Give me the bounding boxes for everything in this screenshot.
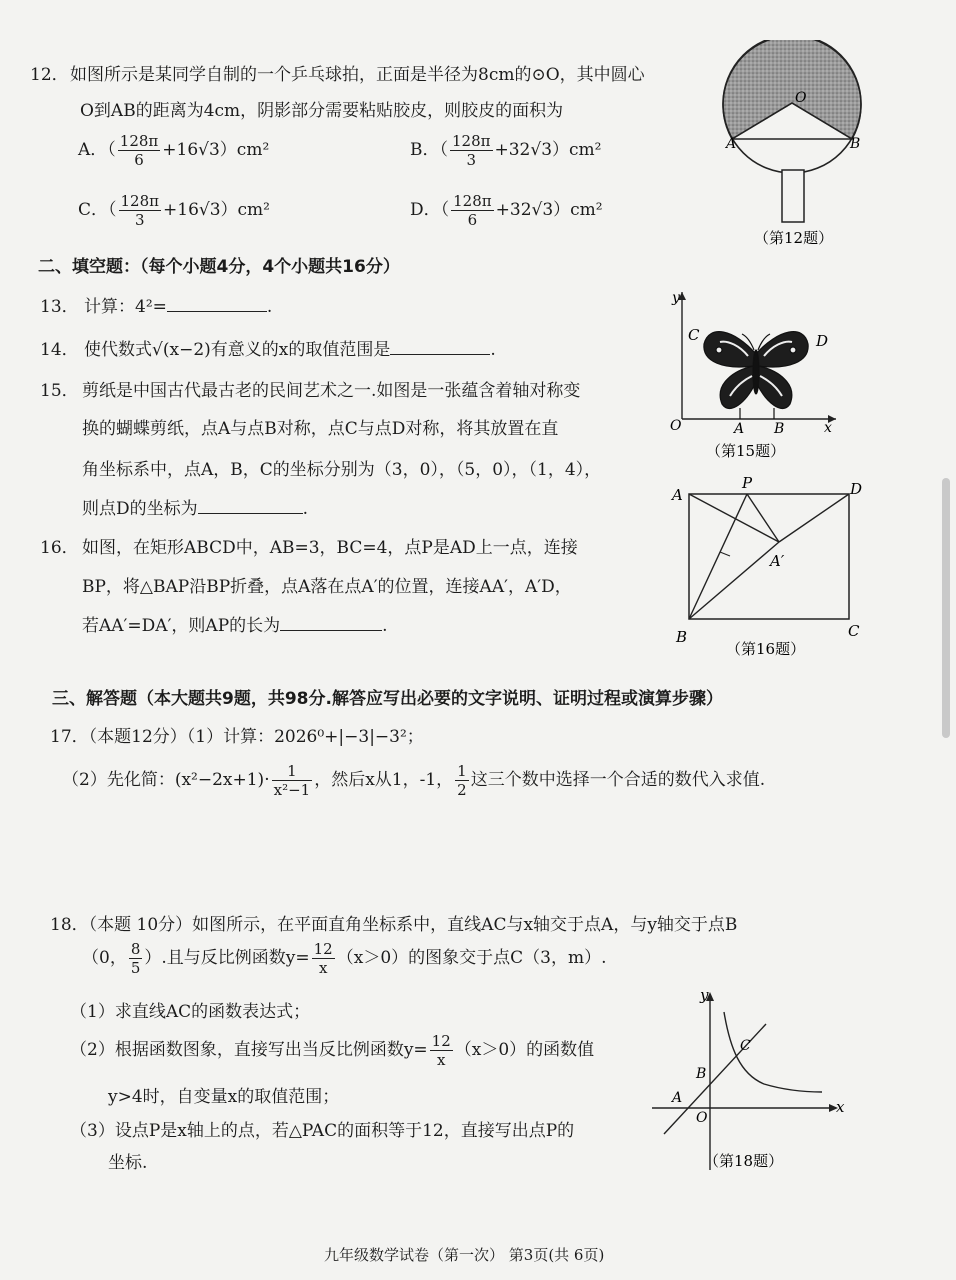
q12-number: 12． bbox=[30, 65, 69, 85]
section3-heading: 三、解答题（本大题共9题，共98分.解答应写出必要的文字说明、证明过程或演算步骤） bbox=[52, 689, 723, 709]
svg-text:A: A bbox=[672, 1090, 683, 1106]
svg-text:A: A bbox=[734, 421, 745, 437]
q18-line1: 18．（本题 10分）如图所示，在平面直角坐标系中，直线AC与x轴交于点A，与y轴交于点B bbox=[50, 915, 738, 935]
q12-option-d: D．（ $\frac{128\pi}{6}$ +32√3）cm² bbox=[410, 192, 603, 229]
q17-part2: （2）先化简：(x²−2x+1)· $\frac{1}{\text{x²−1}}$ ，然后x从1，-1， $\frac{1}{2}$ 这三个数中选择一个合适的数代入求值. bbox=[62, 762, 766, 799]
svg-text:D: D bbox=[816, 332, 829, 350]
q16-figure bbox=[668, 472, 868, 664]
q12-figure bbox=[720, 40, 880, 255]
svg-text:y: y bbox=[672, 290, 680, 306]
q18-figure bbox=[644, 978, 854, 1178]
q16-line3: 若AA′=DA′，则AP的长为 . bbox=[82, 616, 388, 636]
q13: 13． 计算：4²= . bbox=[40, 297, 273, 317]
svg-text:y: y bbox=[700, 986, 709, 1004]
svg-text:x: x bbox=[824, 420, 832, 436]
svg-text:B: B bbox=[774, 421, 785, 437]
svg-text:C: C bbox=[740, 1038, 751, 1054]
q14: 14． 使代数式√(x−2)有意义的x的取值范围是 . bbox=[40, 340, 496, 360]
q15-line3: 角坐标系中，点A，B，C的坐标分别为（3，0），（5，0），（1，4）， bbox=[82, 460, 602, 480]
rectangle-abcd bbox=[689, 494, 849, 619]
q18-line2: （0， $\frac{8}{5}$ ）.且与反比例函数y= $\frac{12}{x}$ （x＞0）的图象交于点C（3，m）. bbox=[82, 940, 607, 977]
q18-part2: （2）根据函数图象，直接写出当反比例函数y= $\frac{12}{x}$ （x＞0）的函数值 bbox=[70, 1032, 595, 1069]
svg-text:O: O bbox=[696, 1110, 708, 1126]
q16-line2: BP，将△BAP沿BP折叠，点A落在点A′的位置，连接AA′，A′D， bbox=[82, 577, 572, 597]
svg-text:O: O bbox=[670, 418, 682, 434]
svg-text:A′: A′ bbox=[770, 552, 785, 570]
svg-text:x: x bbox=[836, 1098, 845, 1116]
svg-text:D: D bbox=[850, 480, 863, 498]
q18-part3: （3）设点P是x轴上的点，若△PAC的面积等于12，直接写出点P的 bbox=[70, 1121, 575, 1141]
q18-caption: （第18题） bbox=[704, 1152, 784, 1170]
q14-answer-blank[interactable] bbox=[390, 338, 490, 355]
q15-caption: （第15题） bbox=[706, 442, 786, 460]
label-b: B bbox=[850, 136, 861, 152]
q17-part1: 17．（本题12分）（1）计算：2026⁰+|−3|−3²； bbox=[50, 727, 424, 747]
q15-number: 15． bbox=[40, 381, 79, 401]
page-footer: 九年级数学试卷（第一次） 第3页(共 6页) bbox=[324, 1246, 605, 1264]
q12-line1: 如图所示是某同学自制的一个乒乓球拍，正面是半径为8cm的⊙O，其中圆心 bbox=[70, 65, 645, 85]
q16-answer-blank[interactable] bbox=[280, 614, 382, 631]
q18-part3-cont: 坐标. bbox=[108, 1153, 148, 1173]
paddle-handle bbox=[782, 170, 804, 222]
svg-text:A: A bbox=[672, 486, 683, 504]
q12-option-c: C．（ $\frac{128\pi}{3}$ +16√3）cm² bbox=[78, 192, 270, 229]
q12-line2: O到AB的距离为4cm，阴影部分需要粘贴胶皮，则胶皮的面积为 bbox=[80, 101, 564, 121]
svg-text:C: C bbox=[848, 622, 860, 640]
q16-caption: （第16题） bbox=[726, 640, 806, 658]
q15-line1: 剪纸是中国古代最古老的民间艺术之一.如图是一张蕴含着轴对称变 bbox=[82, 381, 581, 401]
q18-part1: （1）求直线AC的函数表达式； bbox=[70, 1002, 311, 1022]
q12-option-a: A．（ $\frac{128\pi}{6}$ +16√3）cm² bbox=[78, 132, 270, 169]
section2-heading: 二、填空题：（每个小题4分，4个小题共16分） bbox=[38, 257, 400, 277]
svg-text:B: B bbox=[696, 1066, 707, 1082]
q15-line2: 换的蝴蝶剪纸，点A与点B对称，点C与点D对称，将其放置在直 bbox=[82, 419, 559, 439]
svg-text:B: B bbox=[676, 628, 688, 646]
q12-caption: （第12题） bbox=[754, 229, 834, 247]
hyperbola-curve bbox=[724, 1012, 822, 1092]
label-a: A bbox=[726, 136, 737, 152]
q16-line1: 如图，在矩形ABCD中，AB=3，BC=4，点P是AD上一点，连接 bbox=[82, 538, 578, 558]
q15-answer-blank[interactable] bbox=[198, 497, 303, 514]
svg-text:P: P bbox=[742, 474, 753, 492]
scrollbar-thumb[interactable] bbox=[942, 478, 950, 738]
q15-figure bbox=[664, 284, 844, 464]
label-o: O bbox=[795, 90, 807, 106]
butterfly-icon bbox=[704, 332, 808, 419]
q16-number: 16． bbox=[40, 538, 79, 558]
q15-line4: 则点D的坐标为 . bbox=[82, 499, 309, 519]
q18-part2-cont: y>4时，自变量x的取值范围； bbox=[108, 1087, 340, 1107]
q13-answer-blank[interactable] bbox=[167, 295, 267, 312]
q12-option-b: B．（ $\frac{128\pi}{3}$ +32√3）cm² bbox=[410, 132, 602, 169]
svg-text:C: C bbox=[688, 326, 700, 344]
